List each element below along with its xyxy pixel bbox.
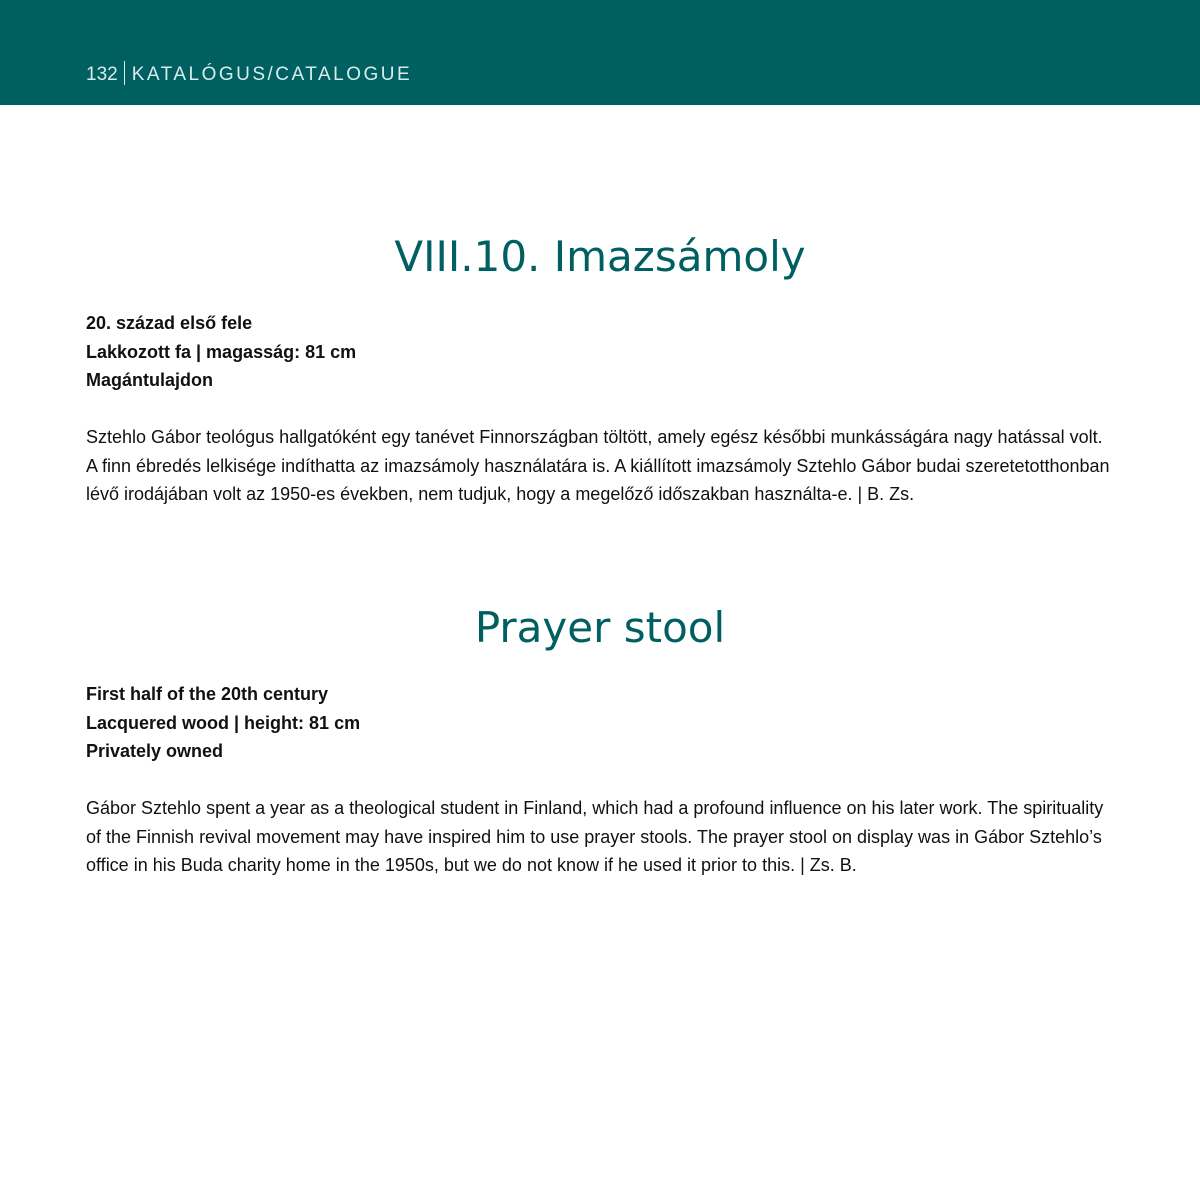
title-en: Prayer stool	[474, 603, 726, 652]
meta-date: 20. század első fele	[86, 313, 253, 333]
meta-material: Lacquered wood | height: 81 cm	[86, 712, 361, 733]
section-label: KATALÓGUS/CATALOGUE	[131, 64, 413, 85]
meta-date: First half of the 20th century	[86, 684, 329, 704]
body-en: Gábor Sztehlo spent a year as a theological student in Finland, which had a profound influence on his later work. The spirituality of the Finnish revival movement may have inspired him to use prayer stools. The prayer stool on display was in Gábor Sztehlo’s office in his Buda charity home in the 1950s, but we do not know if he used it prior to this. | Zs. B.	[86, 798, 1104, 875]
running-head	[86, 61, 412, 86]
meta-hu	[86, 309, 356, 395]
page-number: 132	[86, 64, 118, 85]
title-hu: VIII.10. Imazsámoly	[394, 232, 806, 281]
meta-material: Lakkozott fa | magasság: 81 cm	[86, 341, 357, 362]
meta-owner: Magántulajdon	[86, 370, 213, 390]
meta-en	[86, 680, 360, 766]
divider	[124, 61, 125, 85]
body-hu: Sztehlo Gábor teológus hallgatóként egy tanévet Finnországban töltött, amely egész későbbi munkásságára nagy hatással volt. A finn ébredés lelkisége indíthatta az imazsámoly használatára is. A kiállított imazsámoly Sztehlo Gábor budai szeretetotthonban lévő irodájában volt az 1950-es években, nem tudjuk, hogy a megelőző időszakban használta-e. | B. Zs.	[86, 427, 1110, 504]
page-header	[0, 0, 1200, 105]
meta-owner: Privately owned	[86, 741, 224, 761]
